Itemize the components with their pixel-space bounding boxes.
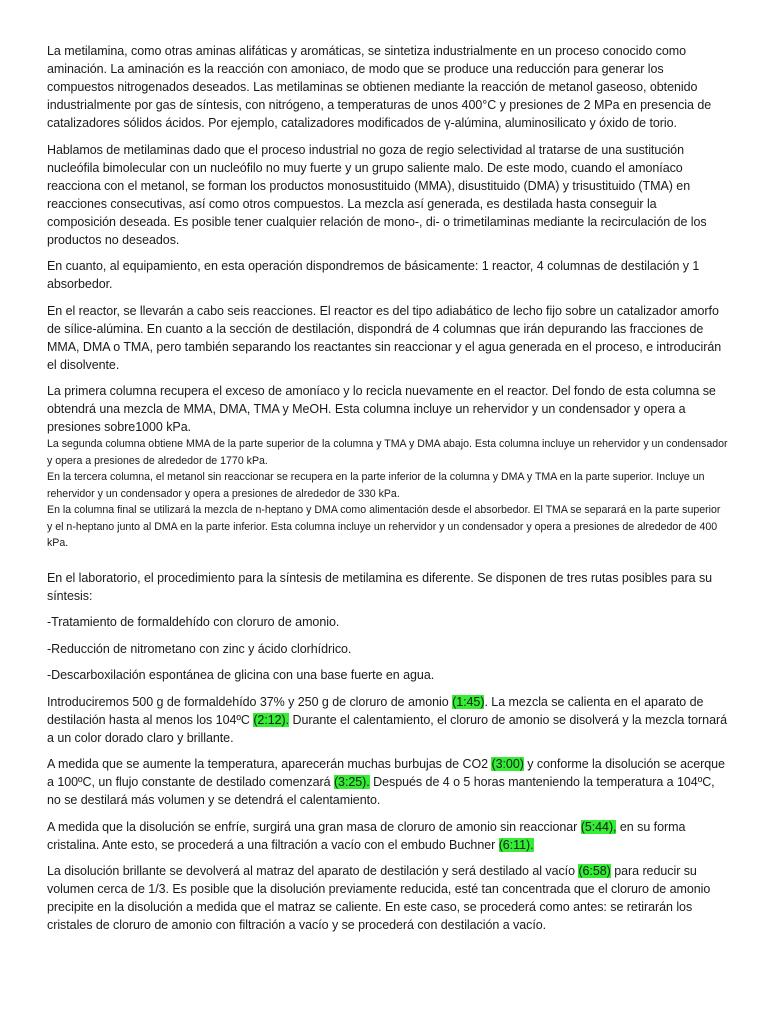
text-segment: para reducir su volumen cerca de 1/3. Es posible que la disolución previamente reducida, esté tan concentrada que el cloruro de amonio precipite en la disolución a medida que el matraz se caliente. En este caso, se procederá como antes: se retirarán los cristales de cloruro de amonio con filtración a vacío y se procederá con destilación a vacío. — [47, 864, 711, 932]
text-segment: Introduciremos 500 g de formaldehído 37% y 250 g de cloruro de amonio — [47, 694, 453, 709]
paragraph-tercera-columna: En la tercera columna, el metanol sin reaccionar se recupera en la parte inferior de la columna y DMA y TMA en la parte superior. Incluye un rehervidor y un condensador y opera a presiones de alrededor de 330 kPa. — [47, 471, 705, 500]
paragraph-laboratorio: En el laboratorio, el procedimiento para la síntesis de metilamina es diferente. Se disponen de tres rutas posibles para su síntesis: — [47, 570, 713, 603]
timestamp-highlight: (3:25). — [333, 775, 370, 789]
timestamp-highlight: (3:00) — [491, 757, 524, 771]
list-item: -Tratamiento de formaldehído con cloruro de amonio. — [47, 615, 340, 629]
text-segment: Durante el calentamiento, el cloruro de amonio se disolverá y la mezcla tornará a un color dorado claro y brillante. — [47, 712, 727, 745]
timestamp-highlight: (5:44), — [580, 819, 617, 834]
list-item: -Descarboxilación espontánea de glicina con una base fuerte en agua. — [47, 668, 435, 682]
list-item: -Reducción de nitrometano con zinc y ácido clorhídrico. — [47, 641, 352, 656]
paragraph-reactor: En el reactor, se llevarán a cabo seis reacciones. El reactor es del tipo adiabático de lecho fijo sobre un catalizador amorfo de sílice-alúmina. En cuanto a la sección de destilación, dispondrá de 4 columnas que irán depurando las fracciones de MMA, DMA o TMA, pero también separando los reactantes sin reaccionar y el agua generada en el proceso, e introducirán el disolvente. — [47, 303, 722, 372]
text-segment: y conforme la disolución se acerque a 100ºC, un flujo constante de destilado comenzará — [47, 757, 725, 789]
paragraph-destilacion-vacio — [47, 862, 728, 934]
paragraph-enfriamiento — [47, 818, 728, 854]
paragraph-temperatura — [47, 755, 728, 809]
timestamp-highlight: (2:12). — [253, 712, 290, 727]
paragraph-segunda-columna: La segunda columna obtiene MMA de la parte superior de la columna y TMA y DMA abajo. Esta columna incluye un rehervidor y un condensador y opera a presiones de alrededor de 1770 kPa. — [47, 438, 728, 467]
timestamp-highlight: (6:58) — [578, 864, 611, 878]
text-segment: La disolución brillante se devolverá al matraz del aparato de destilación y será destilado al vacío — [47, 864, 579, 878]
text-segment: A medida que la disolución se enfríe, surgirá una gran masa de cloruro de amonio sin reaccionar — [47, 819, 581, 834]
text-segment: . La mezcla se calienta en el aparato de destilación hasta al menos los 104ºC — [47, 694, 704, 727]
paragraph-introduccion — [47, 693, 728, 747]
paragraph-metilaminas: Hablamos de metilaminas dado que el proceso industrial no goza de regio selectividad al tratarse de una sustitución nucleófila bimolecular con un nucleófilo no muy fuerte y un grupo saliente malo. De este modo, cuando el amoníaco reacciona con el metanol, se forman los productos monosustituido (MMA), disustituido (DMA) y trisustituido (TMA) en reacciones consecutivas, así como otros compuestos. La mezcla así generada, es destilada hasta conseguir la composición deseada. Es posible tener cualquier relación de mono-, di- o trimetilaminas mediante la recirculación de los productos no deseados. — [47, 142, 707, 247]
text-segment: en su forma cristalina. Ante esto, se procederá a una filtración a vacío con el embudo Buchner — [47, 819, 686, 852]
paragraph-primera-columna: La primera columna recupera el exceso de amoníaco y lo recicla nuevamente en el reactor. Del fondo de esta columna se obtendrá una mezcla de MMA, DMA, TMA y MeOH. Esta columna incluye un rehervidor y un condensador y opera a presiones sobre1000 kPa. — [47, 384, 716, 434]
paragraph-columna-final: En la columna final se utilizará la mezcla de n-heptano y DMA como alimentación desde el absorbedor. El TMA se separará en la parte superior y el n-heptano junto al DMA en la parte inferior. Esta columna incluye un rehervidor y un condensador y opera a presiones de alrededor de 400 kPa. — [47, 504, 721, 549]
timestamp-highlight: (1:45) — [452, 694, 485, 709]
text-segment: A medida que se aumente la temperatura, aparecerán muchas burbujas de CO2 — [47, 757, 492, 771]
paragraph-equipamiento: En cuanto, al equipamiento, en esta operación dispondremos de básicamente: 1 reactor, 4 columnas de destilación y 1 absorbedor. — [47, 259, 700, 291]
timestamp-highlight: (6:11). — [498, 837, 534, 852]
text-segment: Después de 4 o 5 horas manteniendo la temperatura a 104ºC, no se destilará más volumen y se detendrá el calentamiento. — [47, 775, 715, 807]
paragraph-aminacion: La metilamina, como otras aminas alifáticas y aromáticas, se sintetiza industrialmente en un proceso conocido como aminación. La aminación es la reacción con amoniaco, de modo que se produce una reducción para generar los compuestos nitrogenados deseados. Las metilaminas se obtienen mediante la reacción de metanol gaseoso, obtenido industrialmente por gas de síntesis, con nitrógeno, a temperaturas de unos 400°C y presiones de 2 MPa en presencia de catalizadores sólidos ácidos. Por ejemplo, catalizadores modificados de γ-alúmina, aluminosilicato y óxido de torio. — [47, 44, 712, 130]
